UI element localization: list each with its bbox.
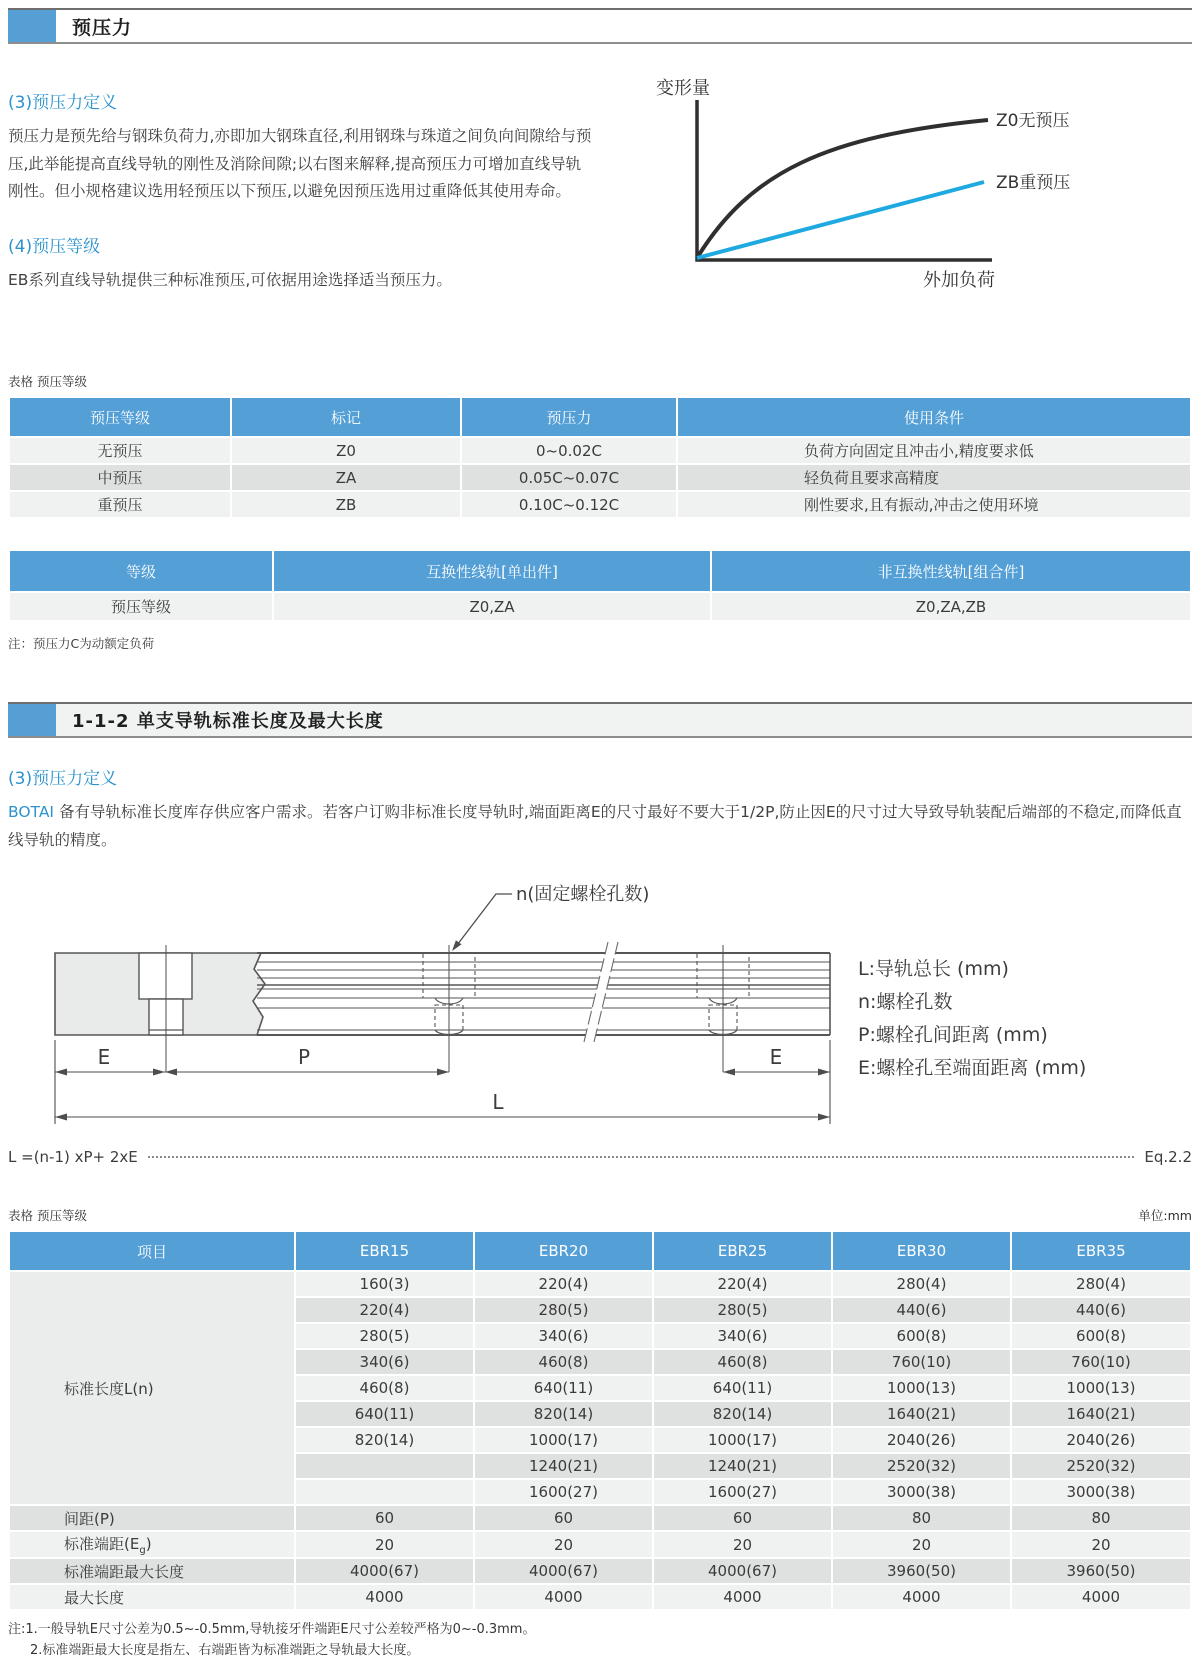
column-header: EBR35 — [1012, 1232, 1190, 1270]
table-cell: 20 — [296, 1532, 473, 1557]
table-cell: 0.05C~0.07C — [462, 465, 676, 490]
table-cell: 60 — [296, 1506, 473, 1530]
heading-length-definition: (3)预压力定义 — [8, 769, 118, 789]
footnote-1: 注:1.一般导轨E尺寸公差为0.5~-0.5mm,导轨接牙件端距E尺寸公差较严格为0~-0.3mm。 — [8, 1622, 536, 1637]
table-row — [10, 492, 1190, 517]
legend-line-l: L:导轨总长 (mm) — [858, 958, 1009, 980]
table-cell: 3000(38) — [1012, 1480, 1190, 1504]
section-marker-icon — [8, 704, 56, 736]
table-cell: 280(4) — [833, 1272, 1010, 1296]
column-header: EBR15 — [296, 1232, 473, 1270]
row-label-subscript: g — [139, 1545, 146, 1556]
table-cell: 1000(17) — [475, 1428, 652, 1452]
preload-table-caption: 表格 预压等级 — [8, 374, 87, 389]
column-header: 等级 — [10, 551, 272, 591]
preload-note: 注：预压力C为动额定负荷 — [8, 636, 155, 651]
table-cell: 160(3) — [296, 1272, 473, 1296]
table-cell: 280(5) — [475, 1298, 652, 1322]
table-cell: 无预压 — [10, 438, 230, 463]
table-cell: 1000(17) — [654, 1428, 831, 1452]
row-label: 最大长度 — [10, 1585, 294, 1609]
equation-formula: L =(n-1) xP+ 2xE — [8, 1148, 138, 1166]
page-title: 预压力 — [72, 16, 133, 39]
para-length-definition — [8, 799, 1192, 854]
table-cell: 280(5) — [296, 1324, 473, 1348]
table-row — [10, 1506, 1190, 1530]
table-cell: 4000 — [296, 1585, 473, 1609]
table-cell: Z0,ZA — [274, 593, 710, 620]
footnote-2: 2.标准端距最大长度是指左、右端距皆为标准端距之导轨最大长度。 — [30, 1643, 420, 1658]
table-cell: 20 — [1012, 1532, 1190, 1557]
column-header: 项目 — [10, 1232, 294, 1270]
table-header-row — [10, 1232, 1190, 1270]
table-cell: 460(8) — [296, 1376, 473, 1400]
table-cell: 820(14) — [654, 1402, 831, 1426]
para-preload-definition: 预压力是预先给与钢珠负荷力,亦即加大钢珠直径,利用钢珠与珠道之间负向间隙给与预压,此举能提高直线导轨的刚性及消除间隙;以右图来解释,提高预压力可增加直线导轨刚性。但小规格建议选用轻预压以下预压,以避免因预压选用过重降低其使用寿命。 — [8, 127, 592, 200]
table-cell: 4000(67) — [654, 1559, 831, 1583]
length-table-head — [10, 1232, 1190, 1270]
class-table-head — [10, 551, 1190, 591]
table-cell: 2520(32) — [833, 1454, 1010, 1478]
table-cell: 640(11) — [475, 1376, 652, 1400]
table-cell: 280(5) — [654, 1298, 831, 1322]
table-cell — [296, 1454, 473, 1478]
section-title-length: 1-1-2 单支导轨标准长度及最大长度 — [72, 711, 384, 732]
brand-name: BOTAI — [8, 803, 55, 821]
table-cell: 3960(50) — [1012, 1559, 1190, 1583]
chart-line-zb — [697, 182, 984, 258]
table-cell: 0~0.02C — [462, 438, 676, 463]
table-cell: 3960(50) — [833, 1559, 1010, 1583]
standard-length-table — [8, 1230, 1192, 1611]
table-cell: 440(6) — [1012, 1298, 1190, 1322]
column-header: 标记 — [232, 398, 460, 436]
column-header: 使用条件 — [678, 398, 1190, 436]
row-label-text: 标准端距(E — [64, 1535, 140, 1553]
table-cell: 220(4) — [475, 1272, 652, 1296]
para-length-text: 备有导轨标准长度库存供应客户需求。若客户订购非标准长度导轨时,端面距离E的尺寸最好不要大于1/2P,防止因E的尺寸过大导致导轨装配后端部的不稳定,而降低直线导轨的精度。 — [8, 803, 1182, 849]
legend-line-e: E:螺栓孔至端面距离 (mm) — [858, 1057, 1087, 1079]
section-header-preload — [8, 8, 1192, 44]
table-cell: 1600(27) — [475, 1480, 652, 1504]
class-table-body — [10, 593, 1190, 620]
preload-intro-section — [8, 44, 1192, 344]
table-cell: 0.10C~0.12C — [462, 492, 676, 517]
table-cell: 4000 — [1012, 1585, 1190, 1609]
table-cell: 60 — [475, 1506, 652, 1530]
table-cell: 600(8) — [833, 1324, 1010, 1348]
length-table-caption: 表格 预压等级 — [8, 1208, 87, 1223]
table-cell: 4000(67) — [296, 1559, 473, 1583]
table-cell: 4000 — [833, 1585, 1010, 1609]
table-cell: 2040(26) — [833, 1428, 1010, 1452]
length-equation-row — [8, 1148, 1192, 1166]
column-header: EBR25 — [654, 1232, 831, 1270]
para-preload-levels: EB系列直线导轨提供三种标准预压,可依据用途选择适当预压力。 — [8, 270, 452, 289]
table-cell: 20 — [654, 1532, 831, 1557]
table-cell: 重预压 — [10, 492, 230, 517]
equation-dotted-leader — [148, 1155, 1135, 1158]
table-cell: 80 — [833, 1506, 1010, 1530]
preload-table-head — [10, 398, 1190, 436]
interchangeability-table — [8, 549, 1192, 622]
table-cell: 预压等级 — [10, 593, 272, 620]
row-label: 标准端距最大长度 — [10, 1559, 294, 1583]
table-cell: 轻负荷且要求高精度 — [678, 465, 1190, 490]
heading-preload-definition: (3)预压力定义 — [8, 93, 118, 113]
equation-number: Eq.2.2 — [1144, 1148, 1192, 1166]
table-cell: 4000 — [654, 1585, 831, 1609]
chart-label-zb: ZB重预压 — [996, 173, 1071, 193]
chart-label-z0: Z0无预压 — [996, 111, 1070, 131]
table-cell: 2520(32) — [1012, 1454, 1190, 1478]
table-cell: 4000 — [475, 1585, 652, 1609]
break-mask — [584, 942, 618, 1042]
dim-label-e-right: E — [769, 1045, 783, 1069]
table-cell: 600(8) — [1012, 1324, 1190, 1348]
column-header: EBR30 — [833, 1232, 1010, 1270]
table-cell: ZA — [232, 465, 460, 490]
table-header-row — [10, 398, 1190, 436]
table-cell: Z0,ZA,ZB — [712, 593, 1190, 620]
dimension-arrowheads — [55, 1069, 830, 1121]
table-cell: 340(6) — [654, 1324, 831, 1348]
section-header-length — [8, 702, 1192, 738]
table-cell: 820(14) — [296, 1428, 473, 1452]
column-header: 互换性线轨[单出件] — [274, 551, 710, 591]
table-row — [10, 593, 1190, 620]
table-cell: 640(11) — [296, 1402, 473, 1426]
dim-label-l: L — [492, 1090, 504, 1114]
table-row — [10, 438, 1190, 463]
chart-curve-z0 — [697, 120, 988, 258]
table-cell: 460(8) — [654, 1350, 831, 1374]
table-cell — [296, 1480, 473, 1504]
length-table-unit: 单位:mm — [1138, 1208, 1192, 1223]
table-cell: 340(6) — [296, 1350, 473, 1374]
preload-table-body — [10, 438, 1190, 517]
callout-leader — [454, 894, 512, 949]
table-cell: 负荷方向固定且冲击小,精度要求低 — [678, 438, 1190, 463]
legend-line-p: P:螺栓孔间距离 (mm) — [858, 1024, 1048, 1046]
table-cell: 1000(13) — [833, 1376, 1010, 1400]
table-cell: 1240(21) — [475, 1454, 652, 1478]
section-marker-icon — [8, 10, 56, 42]
rail-body-lines — [257, 953, 830, 1035]
rail-dimension-drawing — [8, 872, 1192, 1140]
chart-x-axis-label: 外加负荷 — [923, 270, 995, 291]
deformation-load-chart — [640, 70, 1160, 305]
table-cell: 220(4) — [296, 1298, 473, 1322]
column-header: 预压力 — [462, 398, 676, 436]
table-cell: 中预压 — [10, 465, 230, 490]
table-cell: 1640(21) — [833, 1402, 1010, 1426]
preload-levels-table — [8, 396, 1192, 519]
dimension-lines — [55, 1040, 830, 1124]
table-cell: 1640(21) — [1012, 1402, 1190, 1426]
table-cell: 1240(21) — [654, 1454, 831, 1478]
table-cell: 460(8) — [475, 1350, 652, 1374]
table-cell: 3000(38) — [833, 1480, 1010, 1504]
column-header: 非互换性线轨[组合件] — [712, 551, 1190, 591]
dim-label-p: P — [297, 1045, 311, 1069]
table-row — [10, 1532, 1190, 1557]
table-header-row — [10, 551, 1190, 591]
footnotes — [8, 1619, 1192, 1661]
drawing-legend — [858, 958, 1086, 1079]
preload-text-column — [8, 44, 593, 294]
table-cell: 220(4) — [654, 1272, 831, 1296]
table-cell: 1000(13) — [1012, 1376, 1190, 1400]
table-cell: 280(4) — [1012, 1272, 1190, 1296]
table-cell: 80 — [1012, 1506, 1190, 1530]
row-group-label: 标准长度L(n) — [10, 1272, 294, 1504]
row-label-text: ) — [145, 1535, 152, 1553]
table-cell: Z0 — [232, 438, 460, 463]
table-cell: 20 — [833, 1532, 1010, 1557]
table-row — [10, 1272, 1190, 1296]
row-label — [10, 1532, 294, 1557]
table-cell: ZB — [232, 492, 460, 517]
table-cell: 760(10) — [833, 1350, 1010, 1374]
dim-label-e-left: E — [97, 1045, 111, 1069]
table-cell: 1600(27) — [654, 1480, 831, 1504]
table-cell: 820(14) — [475, 1402, 652, 1426]
table-cell: 4000(67) — [475, 1559, 652, 1583]
chart-y-axis-label: 变形量 — [656, 78, 710, 99]
table-cell: 刚性要求,且有振动,冲击之使用环境 — [678, 492, 1190, 517]
table-row — [10, 465, 1190, 490]
table-cell: 440(6) — [833, 1298, 1010, 1322]
legend-line-n: n:螺栓孔数 — [858, 991, 953, 1013]
table-cell: 20 — [475, 1532, 652, 1557]
table-cell: 340(6) — [475, 1324, 652, 1348]
table-row — [10, 1559, 1190, 1583]
length-table-caption-row — [8, 1206, 1192, 1224]
table-cell: 760(10) — [1012, 1350, 1190, 1374]
callout-label: n(固定螺栓孔数) — [516, 884, 650, 905]
heading-preload-levels: (4)预压等级 — [8, 236, 101, 257]
table-cell: 2040(26) — [1012, 1428, 1190, 1452]
table-row — [10, 1585, 1190, 1609]
table-cell: 640(11) — [654, 1376, 831, 1400]
row-label: 间距(P) — [10, 1506, 294, 1530]
table-cell: 60 — [654, 1506, 831, 1530]
column-header: 预压等级 — [10, 398, 230, 436]
length-table-body — [10, 1272, 1190, 1609]
column-header: EBR20 — [475, 1232, 652, 1270]
